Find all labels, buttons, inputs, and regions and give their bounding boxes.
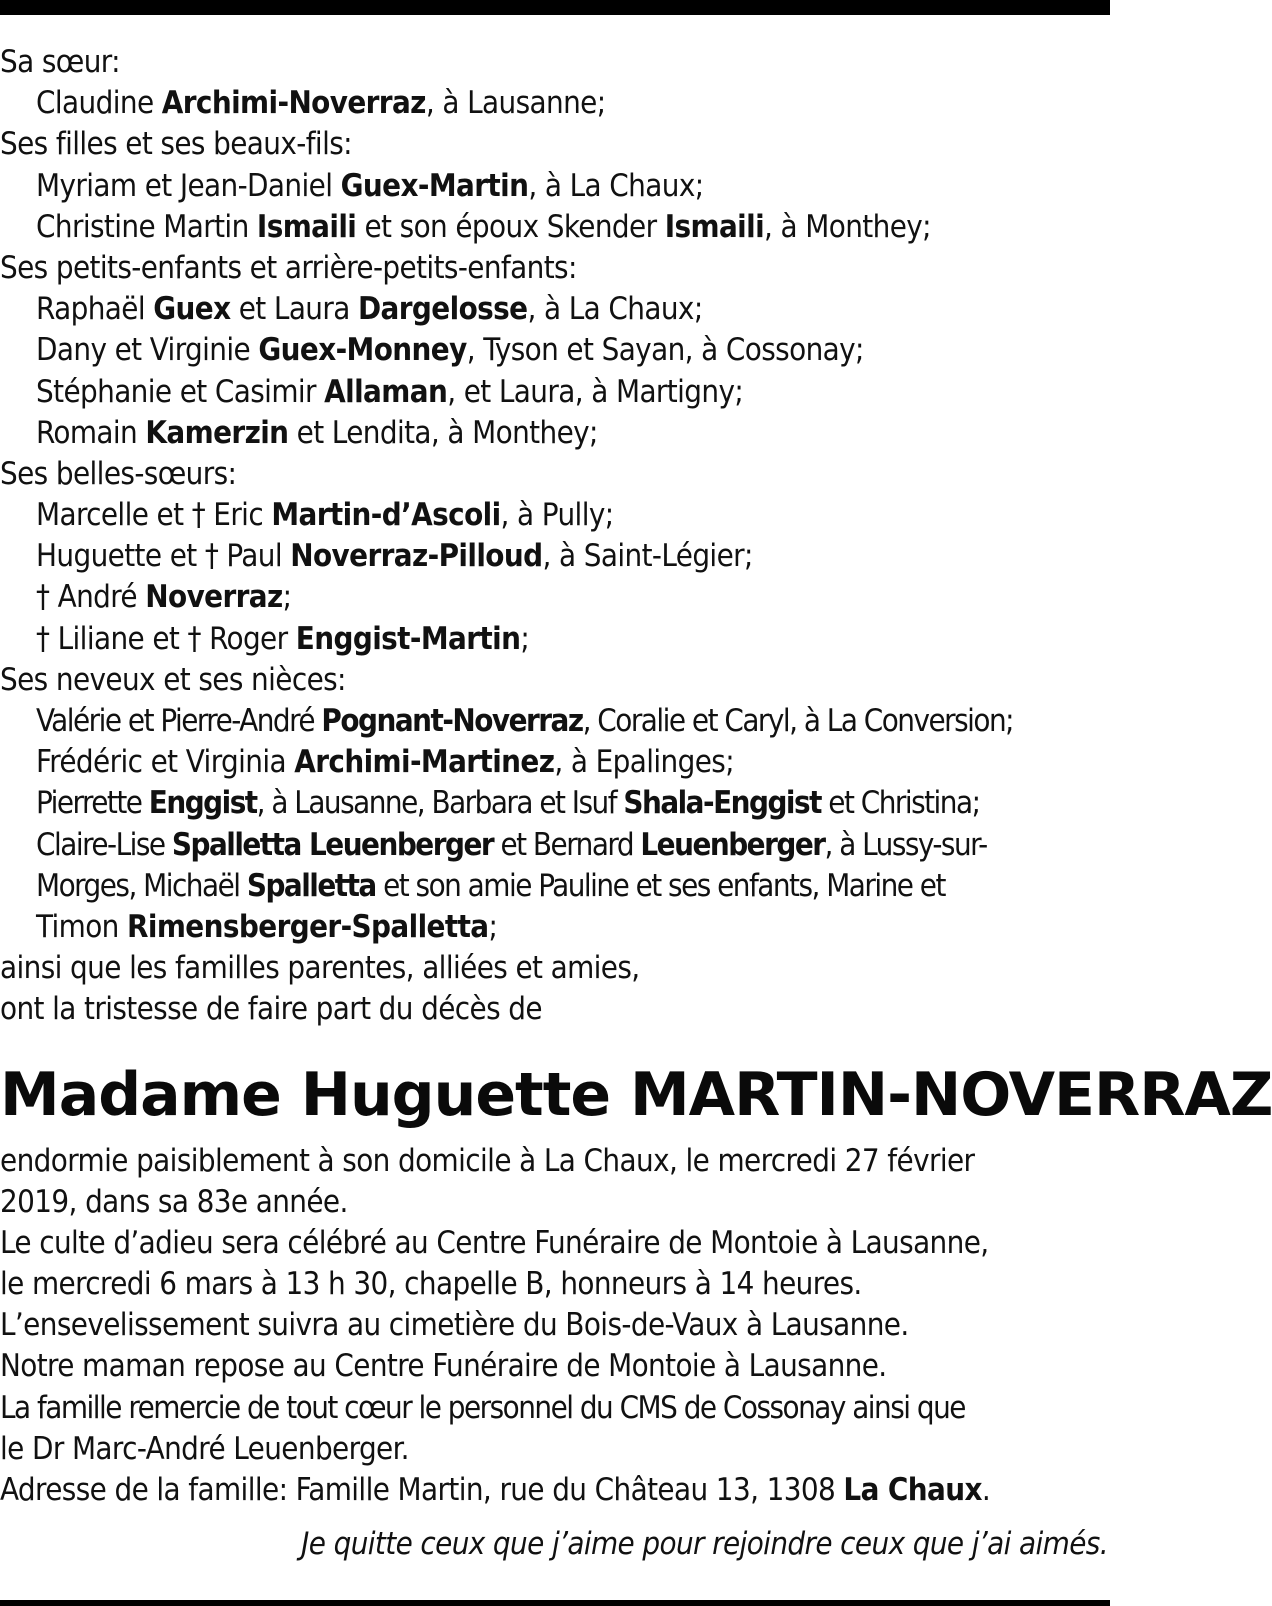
surname: Archimi-Noverraz — [161, 85, 426, 122]
surname: Ismaili — [256, 208, 357, 245]
text: Timon — [36, 908, 127, 945]
family-member-line — [0, 289, 1108, 330]
family-member-line — [0, 207, 1108, 248]
body-line: Notre maman repose au Centre Funéraire de Montoie à Lausanne. — [0, 1348, 887, 1385]
text: , à Saint-Légier; — [542, 538, 753, 575]
text: Huguette et † Paul — [36, 538, 291, 575]
deceased-name-headline: Madame Huguette MARTIN-NOVERRAZ — [0, 1059, 1272, 1130]
text: Claire-Lise — [36, 826, 172, 863]
text: Raphaël — [36, 291, 154, 328]
section-heading-neveux: Ses neveux et ses nièces: — [0, 661, 346, 698]
text: , et Laura, à Martigny; — [447, 373, 744, 410]
body-line: L’ensevelissement suivra au cimetière du Bois-de-Vaux à Lausanne. — [0, 1307, 909, 1344]
family-member-line — [0, 907, 1108, 948]
text: , à Lussy-sur- — [824, 826, 987, 863]
closing-quote: Je quitte ceux que j’aime pour rejoindre ceux que j’ai aimés. — [301, 1526, 1108, 1563]
body-line: le Dr Marc-André Leuenberger. — [0, 1430, 409, 1467]
text: Claudine — [36, 85, 162, 122]
section-heading-soeur: Sa sœur: — [0, 44, 120, 80]
body-line: Le culte d’adieu sera célébré au Centre Funéraire de Montoie à Lausanne, — [0, 1224, 989, 1261]
obituary-notice — [0, 42, 1272, 1565]
text: ; — [488, 908, 498, 945]
text: , Tyson et Sayan, à Cossonay; — [466, 332, 864, 369]
surname: Kamerzin — [145, 414, 289, 451]
surname: Noverraz — [145, 579, 283, 616]
surname: Spalletta Leuenberger — [171, 826, 494, 863]
text: Myriam et Jean-Daniel — [36, 167, 341, 204]
text: Pierrette — [36, 785, 149, 822]
bottom-rule — [0, 1600, 1110, 1606]
text: Dany et Virginie — [36, 332, 259, 369]
section-heading-petits-enfants: Ses petits-enfants et arrière-petits-enfants: — [0, 249, 577, 286]
surname: Enggist — [148, 785, 257, 822]
text: Stéphanie et Casimir — [36, 373, 325, 410]
family-member-line — [0, 83, 1108, 124]
locality: La Chaux — [843, 1472, 982, 1508]
text: , à Monthey; — [764, 208, 931, 245]
text: , à La Chaux; — [528, 167, 704, 204]
text: Christine Martin — [36, 208, 257, 245]
surname: Dargelosse — [358, 291, 528, 328]
text: , Coralie et Caryl, à La Conversion; — [582, 703, 1014, 739]
surname: Martin-d’Ascoli — [271, 497, 501, 534]
body-line: endormie paisiblement à son domicile à La Chaux, le mercredi 27 février — [0, 1142, 975, 1179]
family-member-line — [0, 330, 1108, 371]
surname: Enggist-Martin — [295, 620, 521, 657]
text: † Liliane et † Roger — [36, 620, 296, 657]
surname: Guex — [153, 291, 231, 328]
body-line: La famille remercie de tout cœur le personnel du CMS de Cossonay ainsi que — [0, 1389, 965, 1426]
family-member-line — [0, 166, 1108, 207]
text: Romain — [36, 414, 146, 451]
surname: Leuenberger — [640, 826, 825, 863]
text: Frédéric et Virginia — [36, 744, 295, 781]
body-line: le mercredi 6 mars à 13 h 30, chapelle B, honneurs à 14 heures. — [0, 1266, 862, 1303]
text: Adresse de la famille: Famille Martin, rue du Château 13, 1308 — [0, 1472, 844, 1508]
family-address — [0, 1470, 1108, 1511]
surname: Pognant-Noverraz — [321, 703, 583, 739]
body-line: 2019, dans sa 83e année. — [0, 1183, 348, 1220]
closing-line: ont la tristesse de faire part du décès de — [0, 991, 542, 1028]
text: et Christina; — [820, 785, 980, 822]
text: et Bernard — [493, 826, 641, 863]
text: et son époux Skender — [356, 208, 665, 245]
text: , à La Chaux; — [527, 291, 703, 328]
text: et son amie Pauline et ses enfants, Marine et — [375, 867, 945, 904]
text: , à Pully; — [500, 497, 614, 534]
family-member-line — [0, 372, 1108, 413]
section-heading-filles: Ses filles et ses beaux-fils: — [0, 126, 352, 163]
family-member-line — [0, 413, 1108, 454]
text: et Lendita, à Monthey; — [288, 414, 598, 451]
family-member-line — [0, 742, 1108, 783]
text: , à Lausanne; — [425, 85, 606, 122]
family-member-line — [0, 866, 1108, 907]
family-member-line — [0, 495, 1108, 536]
surname: Rimensberger-Spalletta — [127, 908, 489, 945]
text: Marcelle et † Eric — [36, 497, 272, 534]
text: † André — [36, 579, 146, 616]
family-member-line — [0, 701, 1108, 742]
text: et Laura — [230, 291, 358, 328]
top-rule — [0, 0, 1110, 15]
surname: Noverraz-Pilloud — [290, 538, 543, 575]
family-member-line — [0, 783, 1108, 824]
surname: Allaman — [324, 373, 448, 410]
surname: Spalletta — [246, 867, 376, 904]
surname: Guex-Martin — [340, 167, 529, 204]
surname: Ismaili — [664, 208, 765, 245]
closing-line: ainsi que les familles parentes, alliées et amies, — [0, 950, 640, 987]
text: Morges, Michaël — [36, 867, 247, 904]
surname: Guex-Monney — [258, 332, 467, 369]
surname: Archimi-Martinez — [294, 744, 555, 781]
text: . — [981, 1472, 991, 1508]
text: ; — [282, 579, 292, 616]
family-member-line — [0, 536, 1108, 577]
surname: Shala-Enggist — [623, 785, 821, 822]
text: Valérie et Pierre-André — [36, 703, 322, 739]
text: , à Epalinges; — [554, 744, 735, 781]
family-member-line — [0, 619, 1108, 660]
family-member-line — [0, 825, 1108, 866]
family-member-line — [0, 577, 1108, 618]
text: ; — [520, 620, 530, 657]
section-heading-belles-soeurs: Ses belles-sœurs: — [0, 455, 237, 492]
text: , à Lausanne, Barbara et Isuf — [256, 785, 624, 822]
